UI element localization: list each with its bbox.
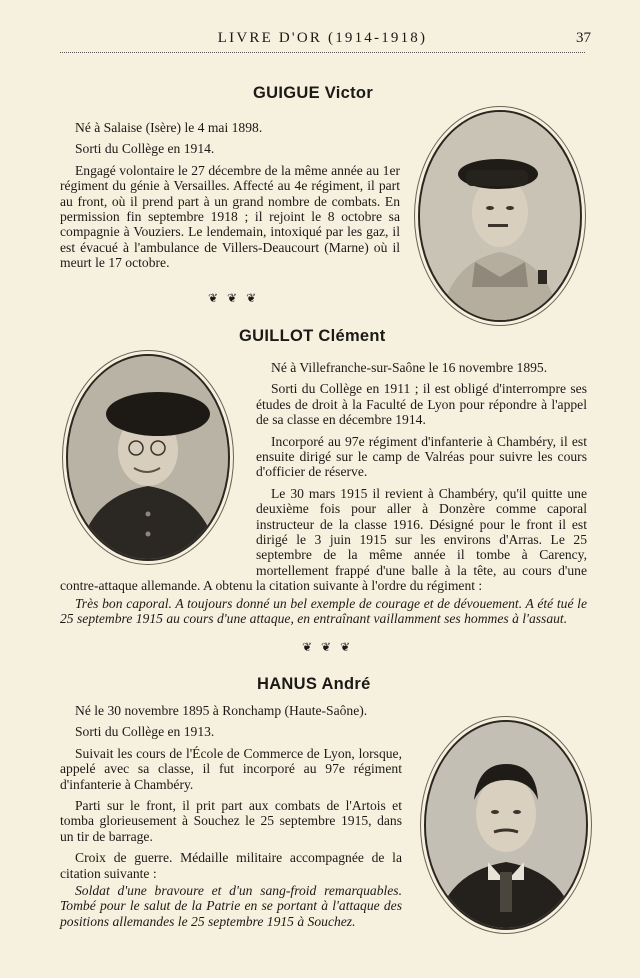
- entry-name-guigue: GUIGUE Victor: [253, 84, 374, 102]
- entry-name-hanus: HANUS André: [257, 675, 371, 693]
- citation: Soldat d'une bravoure et d'un sang-froid remarquables. Tombé pour le salut de la Patrie en se portant à l'attaque des positions allemandes le 25 septembre 1915 à Souchez.: [60, 883, 402, 929]
- paragraph: Parti sur le front, il prit part aux combats de l'Artois et tomba glorieusement à Souchez le 25 septembre 1915, dans un tir de barrage.: [60, 798, 402, 844]
- paragraph: Suivait les cours de l'École de Commerce de Lyon, lorsque, appelé avec sa classe, il fut incorporé au 97e régiment d'infanterie à Chambéry.: [60, 745, 402, 792]
- portrait-photo-icon: [426, 722, 586, 928]
- page-header: [60, 30, 591, 53]
- paragraph: Né à Villefranche-sur-Saône le 16 novembre 1895.: [271, 360, 548, 375]
- ornament-divider: ❦ ❦ ❦: [208, 291, 260, 305]
- portrait-float-spacer: [60, 360, 256, 572]
- paragraph: Le 30 mars 1915 il revient à Chambéry, qu'il quitte une deuxième fois pour aller à Donzère comme caporal instructeur de la classe 1916. Désigné pour le front il est dirigé le 3 juin 1915 sur les environs d'Arras. Le 25 septembre de la même année il tombe à Carency, mortellement frappé d'une balle à la tête, au cours d'une contre-attaque allemande. A obtenu la citation suivante à l'ordre du régiment :: [60, 485, 587, 594]
- paragraph: Sorti du Collège en 1913.: [75, 724, 215, 740]
- entry-body-guillot: [60, 360, 587, 627]
- page-number: 37: [576, 30, 591, 46]
- entry-body-guigue: [60, 120, 400, 271]
- portrait-photo-icon: [418, 110, 582, 322]
- paragraph: Incorporé au 97e régiment d'infanterie à Chambéry, il est ensuite dirigé sur le camp de Valréas pour suivre les cours d'officier de réserve.: [256, 433, 587, 480]
- paragraph: Né à Salaise (Isère) le 4 mai 1898.: [75, 120, 263, 135]
- paragraph: Croix de guerre. Médaille militaire accompagnée de la citation suivante :: [60, 850, 402, 881]
- paragraph: Engagé volontaire le 27 décembre de la même année au 1er régiment du génie à Versailles. Affecté au 4e régiment, il part au front, où il prend part à un grand nombre de combats. En permission fin septembre 1918 ; il rejoint le 8 octobre sa compagnie à Vouziers. Le lendemain, intoxiqué par les gaz, il est évacué à l'ambulance de Villers-Deaucourt (Marne) où il meurt le 17 octobre.: [60, 162, 400, 271]
- citation: Très bon caporal. A toujours donné un bel exemple de courage et de dévouement. A été tué le 25 septembre 1915 au cours d'une attaque, en entraînant vaillamment ses hommes à l'assaut.: [60, 595, 587, 627]
- entry-name-guillot: GUILLOT Clément: [239, 327, 386, 345]
- portrait-photo-icon: [424, 720, 588, 930]
- entry-body-hanus: [60, 703, 402, 929]
- paragraph: Né le 30 novembre 1895 à Ronchamp (Haute-Saône).: [75, 703, 368, 718]
- portrait-photo-icon: [420, 112, 580, 320]
- paragraph: Sorti du Collège en 1911 ; il est obligé d'interrompre ses études de droit à la Faculté de Lyon pour répondre à l'appel de sa classe en décembre 1914.: [256, 381, 587, 428]
- paragraph: Sorti du Collège en 1914.: [75, 141, 215, 157]
- running-title: LIVRE D'OR (1914-1918): [217, 30, 428, 46]
- ornament-divider: ❦ ❦ ❦: [302, 640, 354, 654]
